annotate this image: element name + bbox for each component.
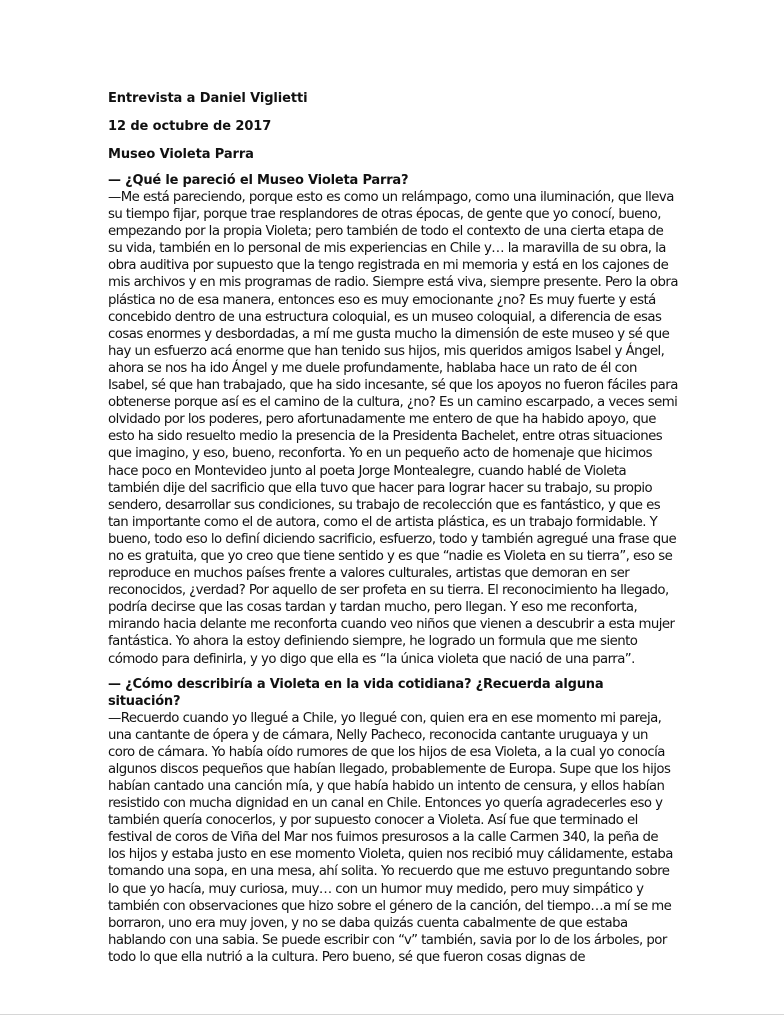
document-date: 12 de octubre de 2017 <box>108 119 272 134</box>
page-bottom-edge <box>0 1014 784 1015</box>
answer-1: —Me está pareciendo, porque esto es como un relámpago, como una iluminación, que lleva su tiempo fijar, porque trae resplandores de otras épocas, de gente que yo conocí, bueno, empezando por la propia Violeta; pero también de todo el contexto de una cierta etapa de su vida, también en lo personal de mis experiencias en Chile y… la maravilla de su obra, la obra auditiva por supuesto que la tengo registrada en mi memoria y está en los cajones de mis archivos y en mis programas de radio. Siempre está viva, siempre presente. Pero la obra plástica no de esa manera, entonces eso es muy emocionante ¿no? Es muy fuerte y está concebido dentro de una estructura coloquial, es un museo coloquial, a diferencia de esas cosas enormes y desbordadas, a mí me gusta mucho la dimensión de este museo y sé que hay un esfuerzo acá enorme que han tenido sus hijos, mis queridos amigos Isabel y Ángel, ahora se nos ha ido Ángel y me duele profundamente, hablaba hace un rato de él con Isabel, sé que han trabajado, que ha sido incesante, sé que los apoyos no fueron fáciles para obtenerse porque así es el camino de la cultura, ¿no? Es un camino escarpado, a veces semi olvidado por los poderes, pero afortunadamente me entero de que ha habido apoyo, que esto ha sido resuelto medio la presencia de la Presidenta Bachelet, entre otras situaciones que imagino, y eso, bueno, reconforta. Yo en un pequeño acto de homenaje que hicimos hace poco en Montevideo junto al poeta Jorge Montealegre, cuando hablé de Violeta también dije del sacrificio que ella tuvo que hacer para lograr hacer su trabajo, su propio sendero, desarrollar sus condiciones, su trabajo de recolección que es fantástico, y que es tan importante como el de autora, como el de artista plástica, es un trabajo formidable. Y bueno, todo eso lo definí diciendo sacrificio, esfuerzo, todo y también agregué una frase que no es gratuita, que yo creo que tiene sentido y es que “nadie es Violeta en su tierra”, eso se reproduce en muchos países frente a valores culturales, artistas que demoran en ser reconocidos, ¿verdad? Por aquello de ser profeta en su tierra. El reconocimiento ha llegado, podría decirse que las cosas tardan y tardan mucho, pero llegan. Y eso me reconforta, mirando hacia delante me reconforta cuando veo niños que vienen a descubrir a esta mujer fantástica. Yo ahora la estoy definiendo siempre, he logrado un formula que me siento cómodo para definirla, y yo digo que ella es “la única violeta que nació de una parra”. <box>108 190 678 667</box>
question-1: — ¿Qué le pareció el Museo Violeta Parra? <box>108 173 409 188</box>
question-2: — ¿Cómo describiría a Violeta en la vida cotidiana? ¿Recuerda alguna situación? <box>108 676 604 709</box>
document-place: Museo Violeta Parra <box>108 147 254 162</box>
answer-2: —Recuerdo cuando yo llegué a Chile, yo llegué con, quien era en ese momento mi pareja, una cantante de ópera y de cámara, Nelly Pacheco, reconocida cantante uruguaya y un coro de cámara. Yo había oído rumores de que los hijos de esa Violeta, a la cual yo conocía algunos discos pequeños que habían llegado, probablemente de Europa. Supe que los hijos habían cantado una canción mía, y que había habido un intento de censura, y ellos habían resistido con mucha dignidad en un canal en Chile. Entonces yo quería agradecerles eso y también quería conocerlos, y por supuesto conocer a Violeta. Así fue que terminado el festival de coros de Viña del Mar nos fuimos presurosos a la calle Carmen 340, la peña de los hijos y estaba justo en ese momento Violeta, quien nos recibió muy cálidamente, estaba tomando una sopa, en una mesa, ahí solita. Yo recuerdo que me estuvo preguntando sobre lo que yo hacía, muy curiosa, muy… con un humor muy medido, pero muy simpático y también con observaciones que hizo sobre el género de la canción, del tiempo…a mí se me borraron, uno era muy joven, y no se daba quizás cuenta cabalmente de que estaba hablando con una sabia. Se puede escribir con “v” también, savia por lo de los árboles, por todo lo que ella nutrió a la cultura. Pero bueno, sé que fueron cosas dignas de <box>108 710 673 965</box>
interview-document <box>108 90 678 974</box>
document-title: Entrevista a Daniel Viglietti <box>108 91 308 106</box>
